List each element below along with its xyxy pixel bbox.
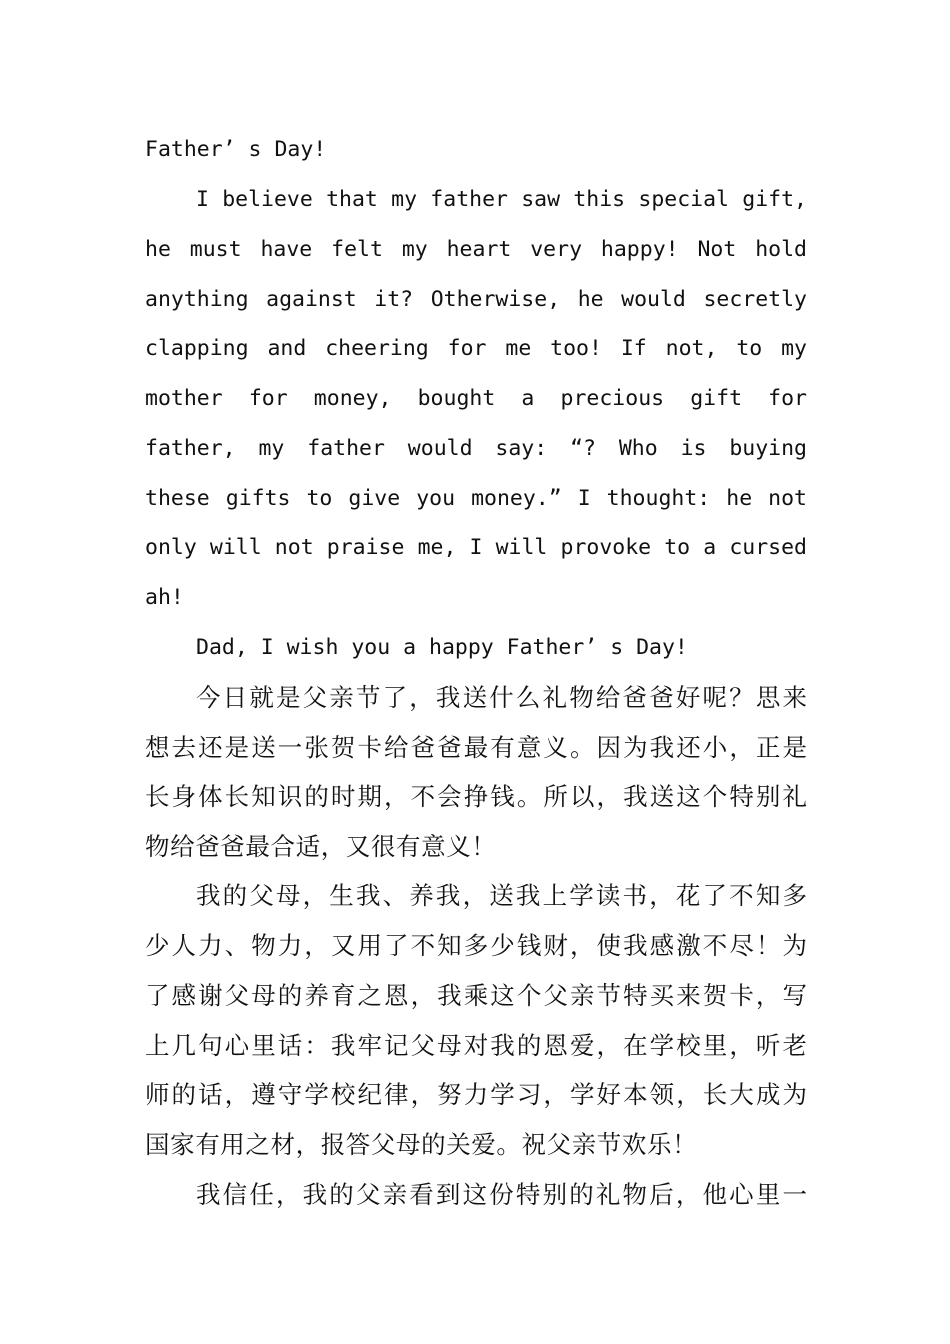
paragraph-line: 想去还是送一张贺卡给爸爸最有意义。因为我还小，正是 <box>145 733 807 762</box>
paragraph-line: 上几句心里话：我牢记父母对我的恩爱，在学校里，听老 <box>145 1031 807 1060</box>
paragraph-first-line: Dad, I wish you a happy Father’ s Day! <box>196 635 688 660</box>
paragraph-line: he must have felt my heart very happy! Not hold <box>145 237 807 262</box>
paragraph-line: 少人力、物力，又用了不知多少钱财，使我感激不尽！为 <box>145 931 807 960</box>
paragraph-last-line: 国家有用之材，报答父母的关爱。祝父亲节欢乐！ <box>145 1130 698 1159</box>
paragraph-line: father, my father would say: “? Who is buying <box>145 436 807 461</box>
paragraph-line: Father’ s Day! <box>145 137 327 162</box>
paragraph-line: 长身体长知识的时期，不会挣钱。所以，我送这个特别礼 <box>145 782 807 811</box>
paragraph-line: 师的话，遵守学校纪律，努力学习，学好本领，长大成为 <box>145 1080 807 1109</box>
paragraph-line: anything against it? Otherwise, he would secretly <box>145 287 807 312</box>
paragraph-line: only will not praise me, I will provoke to a cursed <box>145 535 807 560</box>
paragraph-last-line: ah! <box>145 585 184 610</box>
paragraph-first-line: 我的父母，生我、养我，送我上学读书，花了不知多 <box>196 881 807 910</box>
paragraph-first-line: 今日就是父亲节了，我送什么礼物给爸爸好呢？思来 <box>196 683 807 712</box>
paragraph-last-line: 物给爸爸最合适，又很有意义！ <box>145 832 497 861</box>
paragraph-first-line: I believe that my father saw this special gift, <box>196 187 807 212</box>
paragraph-line: these gifts to give you money.” I thought: he not <box>145 486 807 511</box>
paragraph-first-line: 我信任，我的父亲看到这份特别的礼物后，他心里一 <box>196 1180 807 1209</box>
paragraph-line: mother for money, bought a precious gift for <box>145 386 807 411</box>
paragraph-line: 了感谢父母的养育之恩，我乘这个父亲节特买来贺卡，写 <box>145 981 807 1010</box>
paragraph-line: clapping and cheering for me too! If not, to my <box>145 336 807 361</box>
